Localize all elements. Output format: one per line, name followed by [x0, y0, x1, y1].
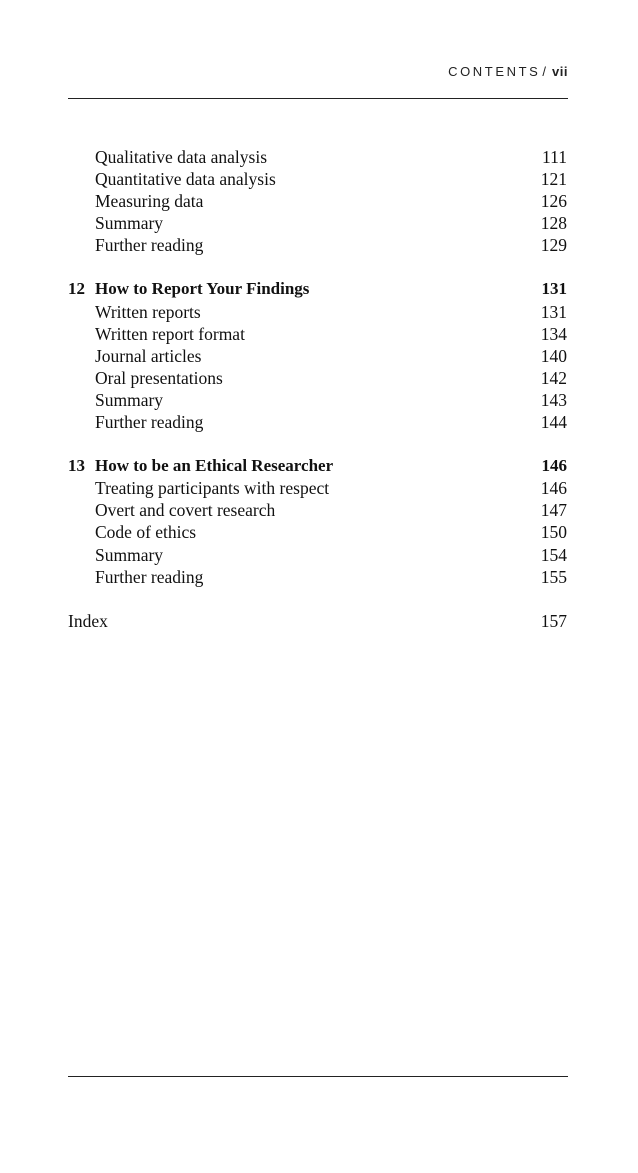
- toc-entry: [68, 521, 567, 543]
- toc-entry-page: 111: [542, 147, 567, 167]
- toc-entry-title: Treating participants with respect: [95, 478, 330, 499]
- toc-entry: [68, 190, 567, 212]
- toc-entry-page: 144: [540, 412, 567, 433]
- toc-entry-title: Qualitative data analysis: [95, 147, 268, 167]
- toc-entry: [68, 411, 567, 433]
- toc-entry-title: Summary: [95, 389, 164, 410]
- running-head-separator: /: [542, 64, 547, 79]
- header-rule: [68, 98, 568, 99]
- toc-entry-title: Journal articles: [95, 345, 202, 366]
- toc-entry: [68, 301, 567, 323]
- toc-entry: [68, 345, 567, 367]
- toc-entry-page: 131: [540, 301, 567, 322]
- toc-spacer: [68, 256, 567, 278]
- chapter-number: 13: [68, 456, 85, 476]
- toc-entry-page: 128: [540, 213, 567, 234]
- chapter-number: 12: [68, 279, 85, 299]
- toc-entry: [68, 544, 567, 566]
- toc-entry-title: Quantitative data analysis: [95, 169, 276, 190]
- toc-entry-page: 126: [540, 191, 567, 212]
- toc-entry-title: Further reading: [95, 235, 204, 256]
- toc-entry: [68, 477, 567, 499]
- chapter-title: How to be an Ethical Researcher: [95, 456, 334, 476]
- toc-chapter-12: [68, 278, 567, 300]
- toc-entry-title: Further reading: [95, 566, 204, 587]
- table-of-contents: [68, 146, 567, 632]
- page-number: vii: [552, 64, 568, 79]
- toc-entry-page: 154: [540, 544, 567, 565]
- toc-entry: [68, 168, 567, 190]
- toc-entry-title: Oral presentations: [95, 367, 223, 388]
- toc-entry-page: 150: [540, 522, 567, 543]
- toc-entry-title: Code of ethics: [95, 522, 197, 543]
- toc-index: [68, 610, 567, 632]
- chapter-page: 131: [541, 279, 567, 299]
- running-head: [448, 64, 568, 79]
- toc-entry-title: Measuring data: [95, 191, 204, 212]
- index-title: Index: [68, 610, 108, 631]
- toc-entry-page: 146: [540, 478, 567, 499]
- toc-entry: [68, 234, 567, 256]
- toc-spacer: [68, 433, 567, 455]
- chapter-title: How to Report Your Findings: [95, 279, 310, 299]
- toc-entry-page: 155: [540, 566, 567, 587]
- toc-entry-title: Written reports: [95, 301, 201, 322]
- toc-entry-title: Summary: [95, 544, 164, 565]
- toc-entry-title: Overt and covert research: [95, 500, 276, 521]
- toc-entry: [68, 367, 567, 389]
- index-page: 157: [540, 610, 567, 631]
- toc-entry-page: 142: [540, 367, 567, 388]
- toc-entry: [68, 212, 567, 234]
- toc-entry-page: 140: [540, 345, 567, 366]
- toc-entry-page: 134: [540, 323, 567, 344]
- toc-entry-page: 147: [540, 500, 567, 521]
- footer-rule: [68, 1076, 568, 1077]
- running-title: CONTENTS: [448, 64, 541, 79]
- chapter-page: 146: [541, 456, 567, 476]
- toc-entry: [68, 146, 567, 168]
- toc-entry-page: 129: [540, 235, 567, 256]
- toc-entry: [68, 323, 567, 345]
- toc-chapter-13: [68, 455, 567, 477]
- toc-entry-page: 143: [540, 389, 567, 410]
- toc-entry: [68, 499, 567, 521]
- toc-entry: [68, 566, 567, 588]
- toc-entry-title: Summary: [95, 213, 164, 234]
- toc-entry: [68, 389, 567, 411]
- toc-entry-title: Written report format: [95, 323, 245, 344]
- toc-entry-title: Further reading: [95, 412, 204, 433]
- toc-entry-page: 121: [540, 169, 567, 190]
- toc-spacer: [68, 588, 567, 610]
